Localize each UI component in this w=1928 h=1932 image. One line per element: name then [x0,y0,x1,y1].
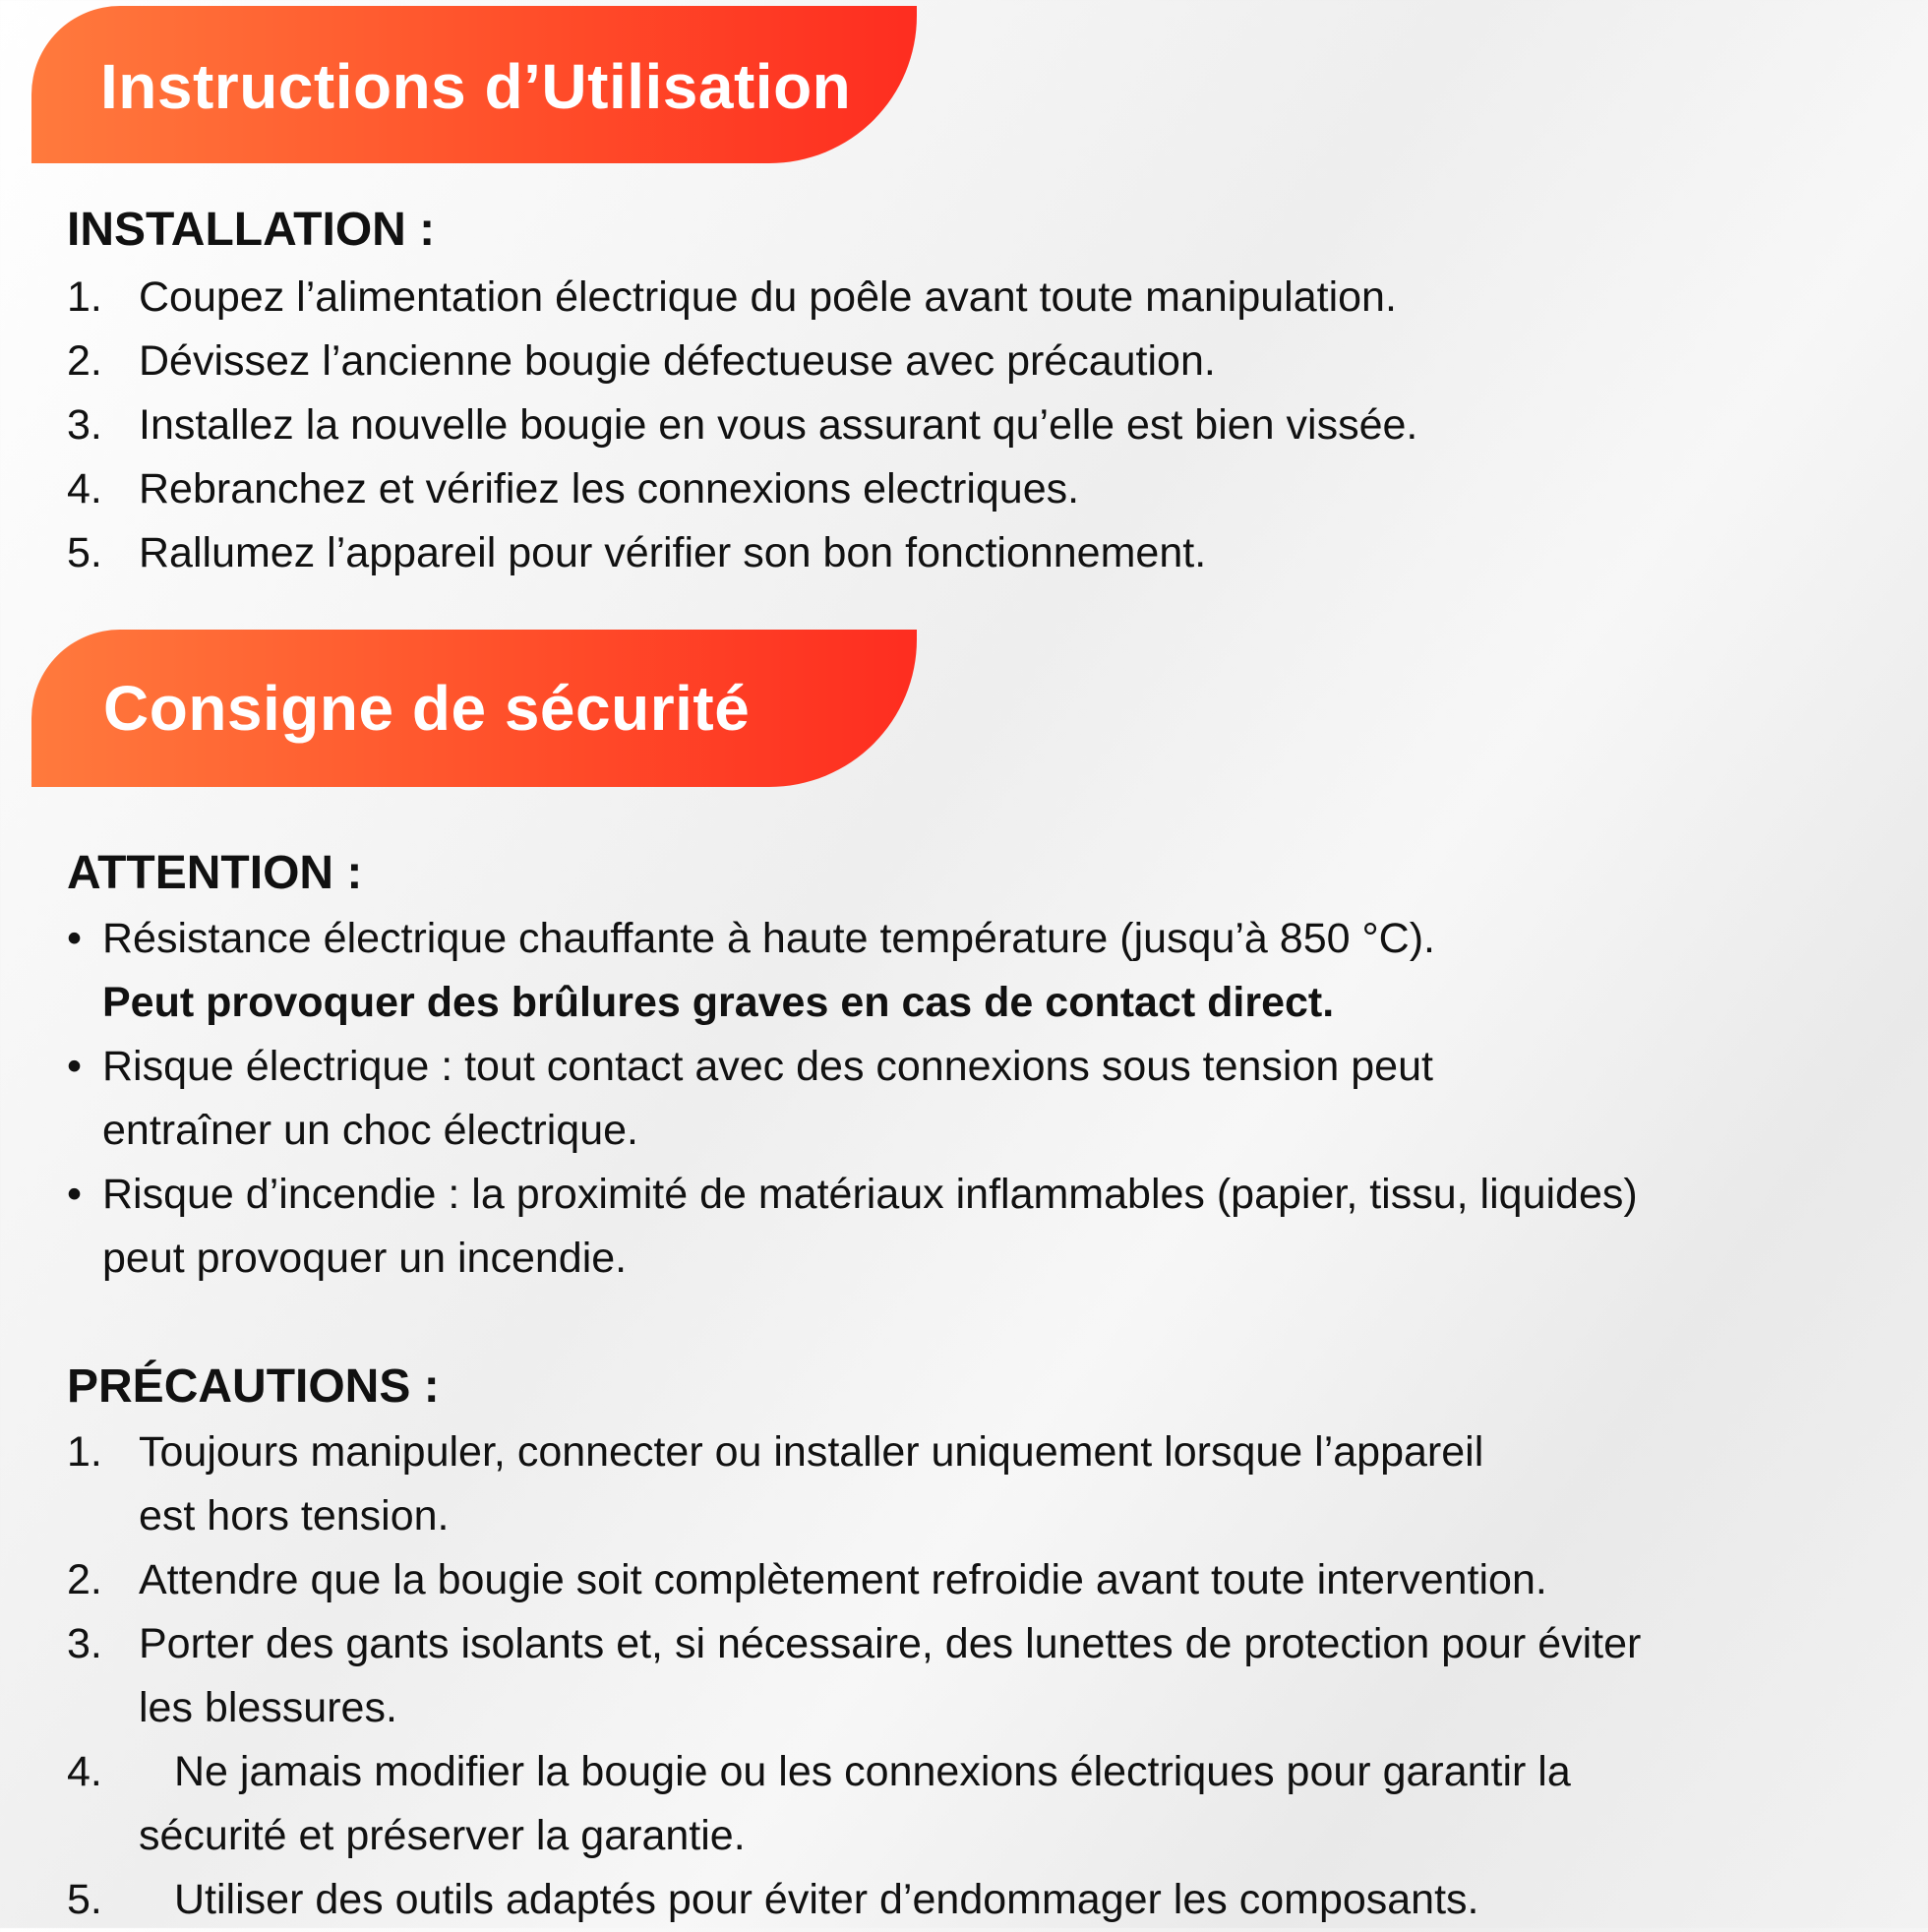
step-number: 1. [67,273,102,321]
precaution-step [67,1420,1641,1548]
step-number: 2. [67,337,102,385]
precautions-heading: PRÉCAUTIONS : [67,1360,440,1413]
precaution-step [67,1740,1641,1868]
installation-step [67,330,1417,393]
step-text: Attendre que la bougie soit complètement refroidie avant toute intervention. [139,1556,1547,1603]
step-text: Rebranchez et vérifiez les connexions electriques. [139,465,1080,513]
installation-steps [67,266,1417,585]
bullet: • [67,1171,83,1218]
step-text: Coupez l’alimentation électrique du poêle avant toute manipulation. [139,273,1397,321]
step-number: 3. [67,401,102,449]
securite-banner [31,630,917,787]
step-text: Utiliser des outils adaptés pour éviter d’endommager les composants. [174,1876,1479,1923]
attention-item [67,907,1638,1035]
bullet: • [67,1043,83,1090]
step-number: 3. [67,1620,102,1667]
step-number: 2. [67,1556,102,1603]
step-text: Installez la nouvelle bougie en vous assurant qu’elle est bien vissée. [139,401,1418,449]
instructions-banner [31,6,917,163]
step-text: Rallumez l’appareil pour vérifier son bon fonctionnement. [139,529,1207,576]
attention-warning-bold: Peut provoquer des brûlures graves en cas de contact direct. [102,979,1335,1026]
step-number: 5. [67,529,102,576]
step-number: 1. [67,1428,102,1476]
attention-text: Risque électrique : tout contact avec des connexions sous tension peut [102,1043,1433,1090]
step-text: sécurité et préserver la garantie. [139,1812,746,1859]
step-text: est hors tension. [139,1492,450,1540]
bullet: • [67,915,83,962]
attention-item [67,1035,1638,1163]
installation-step [67,266,1417,330]
installation-step [67,521,1417,585]
attention-text: Risque d’incendie : la proximité de matériaux inflammables (papier, tissu, liquides) [102,1171,1638,1218]
attention-item [67,1163,1638,1291]
precautions-steps [67,1420,1641,1932]
precaution-step [67,1868,1641,1932]
precaution-step [67,1548,1641,1612]
securite-title: Consigne de sécurité [103,673,751,744]
step-number: 5. [67,1876,102,1923]
step-text: Porter des gants isolants et, si nécessaire, des lunettes de protection pour éviter [139,1620,1642,1667]
step-text: Ne jamais modifier la bougie ou les connexions électriques pour garantir la [174,1748,1571,1795]
step-text: les blessures. [139,1684,397,1731]
installation-step [67,393,1417,457]
installation-heading: INSTALLATION : [67,204,436,256]
step-number: 4. [67,1748,102,1795]
installation-step [67,457,1417,521]
attention-heading: ATTENTION : [67,847,363,899]
attention-list [67,907,1638,1291]
step-text: Toujours manipuler, connecter ou installer uniquement lorsque l’appareil [139,1428,1484,1476]
attention-text: peut provoquer un incendie. [102,1235,628,1282]
step-number: 4. [67,465,102,513]
precaution-step [67,1612,1641,1740]
attention-text: entraîner un choc électrique. [102,1107,638,1154]
instructions-title: Instructions d’Utilisation [100,51,852,122]
attention-text: Résistance électrique chauffante à haute température (jusqu’à 850 °C). [102,915,1435,962]
step-text: Dévissez l’ancienne bougie défectueuse avec précaution. [139,337,1216,385]
